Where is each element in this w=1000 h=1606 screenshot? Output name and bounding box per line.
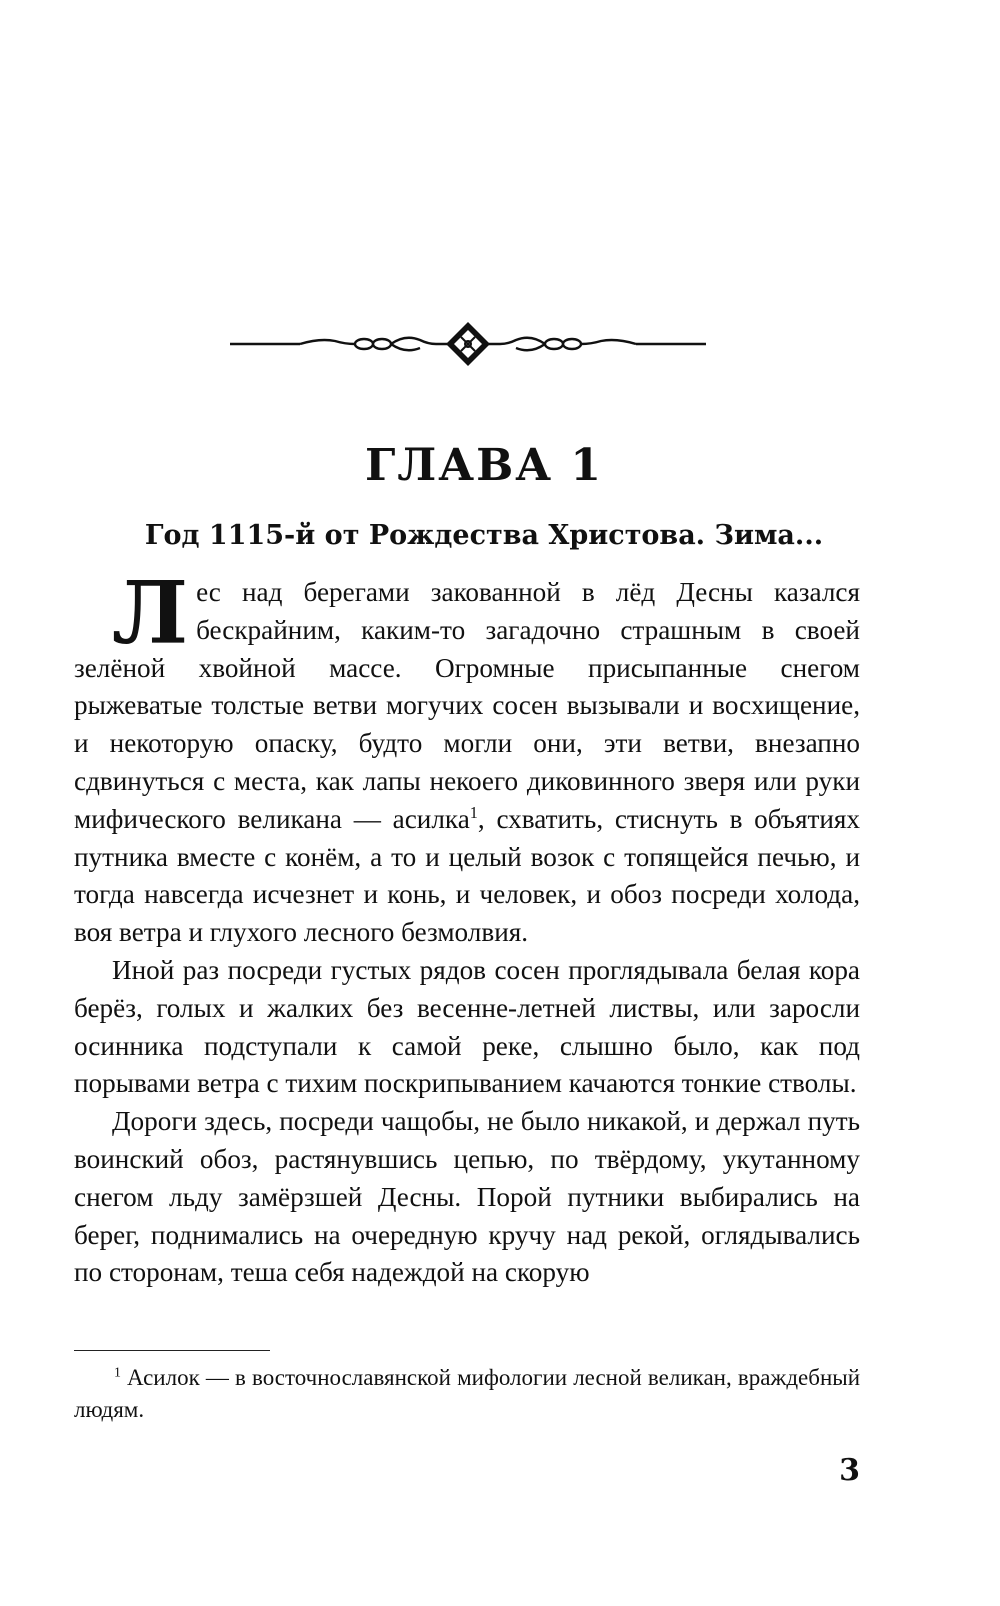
footnote-marker: 1 xyxy=(114,1364,121,1380)
paragraph-2: Иной раз посреди густых рядов сосен проглядывала белая кора берёз, голых и жалких без весенне-летней листвы, или заросли осинника подступали к самой реке, слышно было, как под порывами ветра с тихим поскрипыванием качаются тонкие стволы. xyxy=(74,954,860,1099)
chapter-title: ГЛАВА 1 xyxy=(364,440,604,491)
chapter-subtitle: Год 1115-й от Рождества Христова. Зима... xyxy=(144,520,824,551)
footnote xyxy=(74,1362,860,1426)
footnote-reference[interactable]: 1 xyxy=(469,802,478,822)
footnote-text: Асилок — в восточнославянской мифологии лесной великан, враждебный людям. xyxy=(74,1365,861,1422)
paragraph-1-lead: ес над берегами закованной в лёд Десны казался бескрайним, каким-то загадочно страшным в своей зелёной хвойной массе. Огромные присыпанные снегом рыжеватые толстые ветви могучих сосен вызывали и восхищение, и некоторую опаску, будто могли они, эти ветви, внезапно сдвинуться с места, как лапы некоего диковинного зверя или руки мифического великана — асилка xyxy=(74,577,860,834)
paragraph-1 xyxy=(74,563,860,952)
body-text xyxy=(74,563,860,1292)
chapter-ornament xyxy=(230,316,706,372)
footnote-divider xyxy=(74,1350,270,1351)
paragraph-3: Дороги здесь, посреди чащобы, не было никакой, и держал путь воинский обоз, растянувшись цепью, по твёрдому, укутанному снегом льду замёрзшей Десны. Порой путники выбирались на берег, поднимались на очередную кручу над рекой, оглядывались по сторонам, теша себя надеждой на скорую xyxy=(74,1106,860,1288)
page-number: 3 xyxy=(839,1453,860,1488)
paragraph-1-tail: , схватить, стиснуть в объятиях путника вместе с конём, а то и целый возок с топящейся печью, и тогда навсегда исчезнет и конь, и человек, и обоз посреди холода, воя ветра и глухого лесного безмолвия. xyxy=(74,803,860,948)
drop-cap: Л xyxy=(112,563,189,664)
